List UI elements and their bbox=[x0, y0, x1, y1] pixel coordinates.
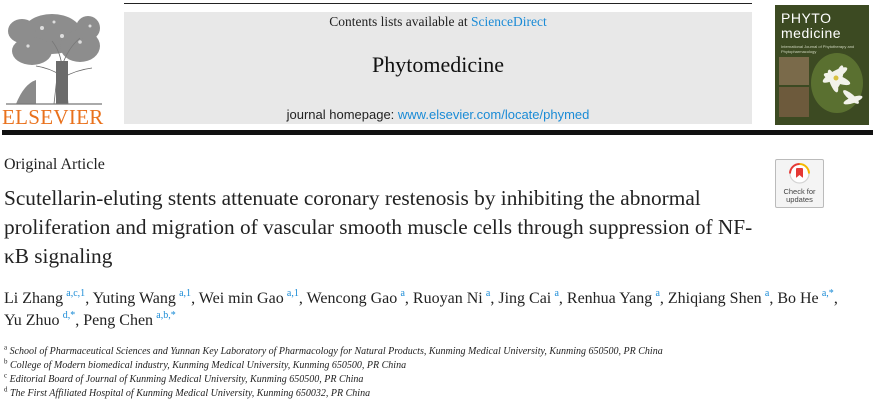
journal-cover[interactable] bbox=[775, 5, 869, 125]
homepage-line bbox=[124, 107, 752, 122]
homepage-url-link[interactable]: www.elsevier.com/locate/phymed bbox=[397, 107, 590, 122]
author-affiliation-marks[interactable]: a,c,1 bbox=[66, 287, 86, 299]
affiliation-text: The First Affiliated Hospital of Kunming Medical University, Kunming 650032, PR China bbox=[10, 388, 371, 399]
author-separator: , bbox=[404, 290, 409, 307]
affiliation-item bbox=[4, 387, 864, 401]
author-separator: , bbox=[558, 290, 563, 307]
author-affiliation-marks[interactable]: a bbox=[764, 287, 770, 299]
author-separator: , bbox=[75, 312, 80, 329]
author-affiliation-marks[interactable]: a bbox=[655, 287, 660, 299]
author-name[interactable]: Ruoyan Ni bbox=[412, 290, 483, 307]
author-separator: , bbox=[659, 290, 664, 307]
author-separator: , bbox=[769, 290, 774, 307]
contents-line bbox=[124, 14, 752, 30]
cover-title-line2: medicine bbox=[781, 25, 842, 41]
check-for-updates-button[interactable] bbox=[775, 159, 824, 208]
author-name[interactable]: Jing Cai bbox=[498, 290, 552, 307]
affiliation-item bbox=[4, 359, 864, 373]
author-item[interactable] bbox=[412, 287, 495, 307]
author-item[interactable] bbox=[4, 287, 90, 307]
author-name[interactable]: Li Zhang bbox=[4, 290, 64, 307]
author-name[interactable]: Wei min Gao bbox=[198, 290, 284, 307]
affiliation-list bbox=[4, 345, 864, 401]
author-affiliation-marks[interactable]: a,1 bbox=[286, 287, 299, 299]
author-list bbox=[4, 288, 864, 332]
author-name[interactable]: Wencong Gao bbox=[306, 290, 398, 307]
author-affiliation-marks[interactable]: a,1 bbox=[179, 287, 192, 299]
author-item[interactable] bbox=[198, 287, 303, 307]
cover-title-line1: PHYTO bbox=[781, 10, 832, 26]
author-name[interactable]: Peng Chen bbox=[83, 312, 154, 329]
author-separator: , bbox=[85, 290, 90, 307]
affiliation-mark: a bbox=[4, 343, 8, 352]
author-name[interactable]: Zhiqiang Shen bbox=[667, 290, 762, 307]
affiliation-text: Editorial Board of Journal of Kunming Medical University, Kunming 650500, PR China bbox=[9, 374, 364, 385]
author-item[interactable] bbox=[566, 287, 664, 307]
elsevier-wordmark: ELSEVIER bbox=[2, 105, 104, 129]
cover-subtitle: International Journal of Phytotherapy and Phytopharmacology bbox=[781, 44, 855, 54]
author-name[interactable]: Bo He bbox=[777, 290, 819, 307]
author-affiliation-marks[interactable]: d,* bbox=[62, 309, 76, 321]
journal-masthead bbox=[124, 12, 752, 124]
article-title: Scutellarin-eluting stents attenuate coronary restenosis by inhibiting the abnormal proliferation and migration of vascular smooth muscle cells through suppression of NF-κB signaling bbox=[4, 186, 753, 268]
affiliation-mark: c bbox=[4, 371, 8, 380]
author-item[interactable] bbox=[498, 287, 563, 307]
elsevier-tree-icon bbox=[2, 6, 104, 106]
affiliation-item bbox=[4, 373, 864, 387]
homepage-prefix: journal homepage: bbox=[286, 107, 398, 122]
author-separator: , bbox=[298, 290, 303, 307]
author-separator: , bbox=[833, 290, 838, 307]
author-affiliation-marks[interactable]: a bbox=[400, 287, 405, 299]
affiliation-mark: d bbox=[4, 385, 8, 394]
author-item[interactable] bbox=[4, 309, 80, 329]
author-name[interactable]: Yuting Wang bbox=[92, 290, 176, 307]
sciencedirect-link[interactable]: ScienceDirect bbox=[471, 14, 547, 29]
author-item[interactable] bbox=[83, 309, 176, 329]
elsevier-logo[interactable] bbox=[2, 6, 104, 129]
author-item[interactable] bbox=[667, 287, 774, 307]
journal-name[interactable]: Phytomedicine bbox=[372, 52, 504, 77]
contents-prefix: Contents lists available at bbox=[329, 14, 471, 29]
affiliation-item bbox=[4, 345, 864, 359]
author-affiliation-marks[interactable]: a,* bbox=[821, 287, 834, 299]
header-thick-rule bbox=[2, 130, 873, 135]
article-type: Original Article bbox=[4, 156, 105, 173]
check-updates-icon bbox=[789, 163, 810, 184]
affiliation-mark: b bbox=[4, 357, 8, 366]
author-separator: , bbox=[191, 290, 196, 307]
author-separator: , bbox=[490, 290, 495, 307]
affiliation-text: School of Pharmaceutical Sciences and Yunnan Key Laboratory of Pharmacology for Natural Products, Kunming Medical University, Kunming 650500, PR China bbox=[9, 346, 663, 357]
author-name[interactable]: Renhua Yang bbox=[566, 290, 653, 307]
author-affiliation-marks[interactable]: a bbox=[485, 287, 491, 299]
author-item[interactable] bbox=[92, 287, 196, 307]
author-affiliation-marks[interactable]: a bbox=[554, 287, 559, 299]
check-updates-label: Check for updates bbox=[783, 187, 816, 204]
masthead-top-rule bbox=[124, 3, 752, 4]
cover-title bbox=[781, 11, 841, 41]
author-item[interactable] bbox=[306, 287, 409, 307]
author-affiliation-marks[interactable]: a,b,* bbox=[156, 309, 176, 321]
affiliation-text: College of Modern biomedical industry, Kunming Medical University, Kunming 650500, PR China bbox=[10, 360, 407, 371]
author-name[interactable]: Yu Zhuo bbox=[4, 312, 60, 329]
author-item[interactable] bbox=[777, 287, 838, 307]
